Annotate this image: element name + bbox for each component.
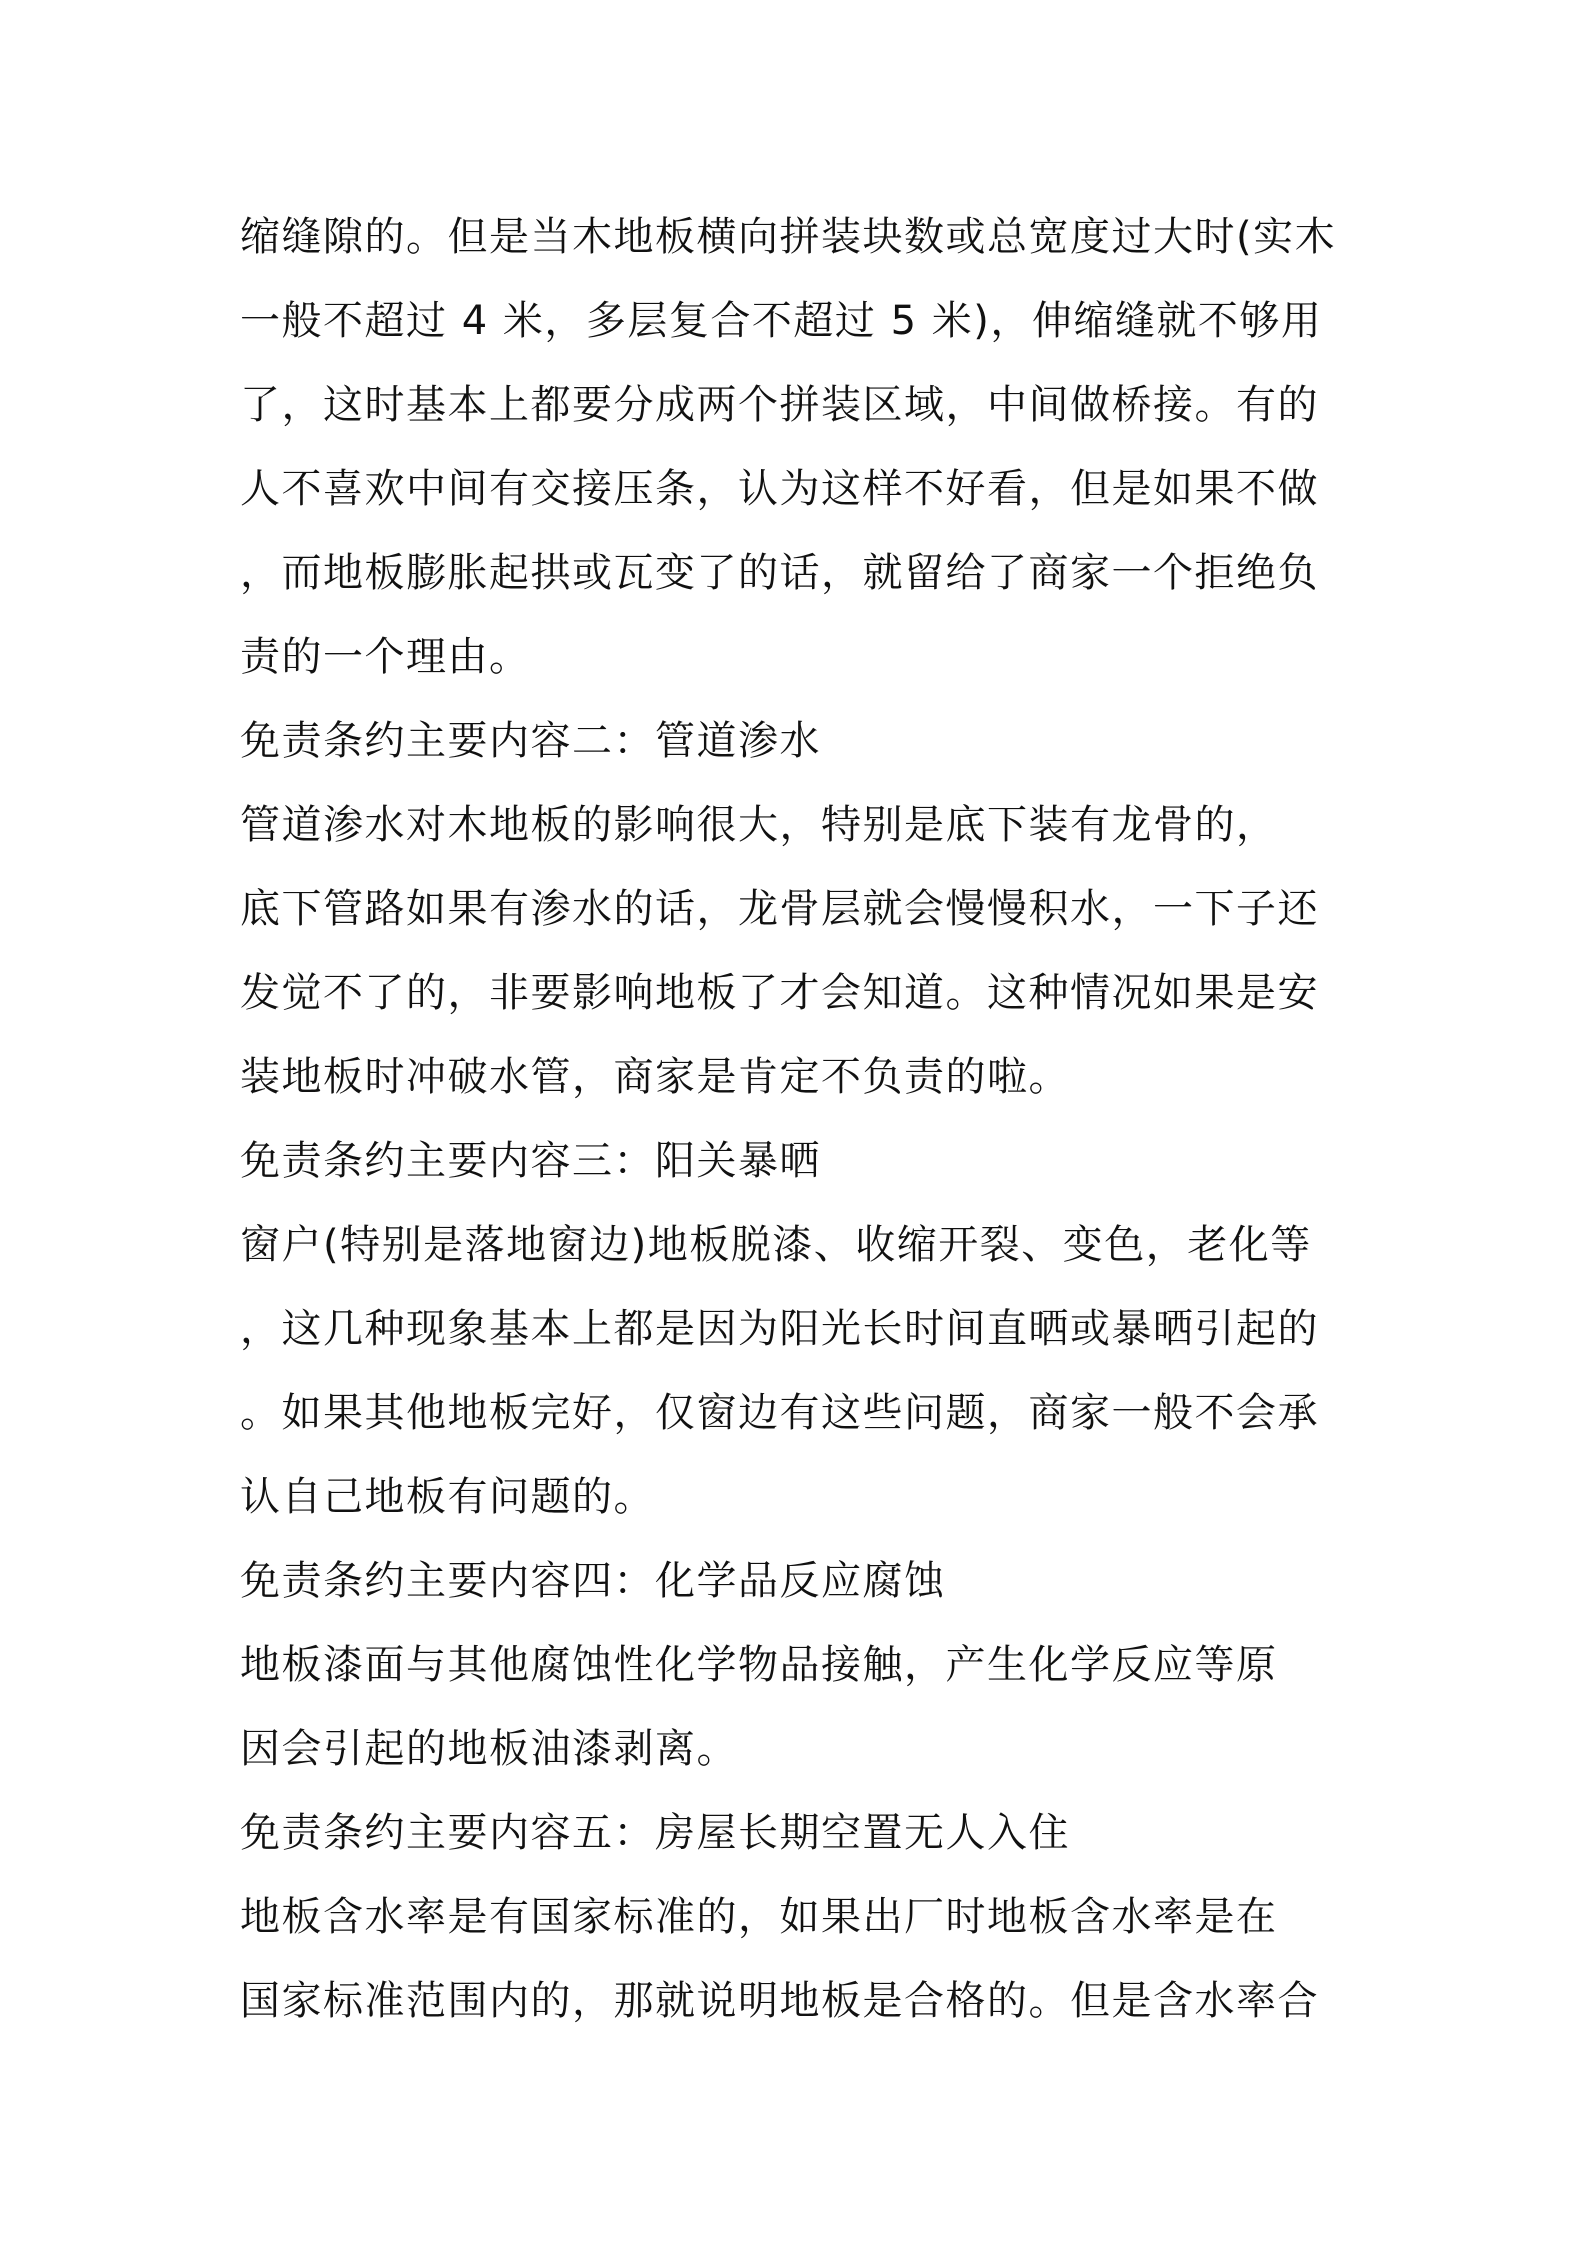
text-line: 地板漆面与其他腐蚀性化学物品接触，产生化学反应等原 <box>240 1642 1278 1688</box>
text-line: 一般不超过 4 米，多层复合不超过 5 米)，伸缩缝就不够用 <box>240 298 1323 344</box>
text-line: ，而地板膨胀起拱或瓦变了的话，就留给了商家一个拒绝负 <box>240 550 1319 596</box>
section-heading: 免责条约主要内容三：阳关暴晒 <box>240 1138 821 1184</box>
section-heading: 免责条约主要内容四：化学品反应腐蚀 <box>240 1558 946 1604</box>
text-line: 发觉不了的，非要影响地板了才会知道。这种情况如果是安 <box>240 970 1319 1016</box>
text-line: 管道渗水对木地板的影响很大，特别是底下装有龙骨的， <box>240 802 1278 848</box>
section-heading: 免责条约主要内容二：管道渗水 <box>240 718 821 764</box>
text-line: 认自己地板有问题的。 <box>240 1474 655 1520</box>
text-line: 了，这时基本上都要分成两个拼装区域，中间做桥接。有的 <box>240 382 1319 428</box>
text-line: 因会引起的地板油漆剥离。 <box>240 1726 738 1772</box>
text-line: 装地板时冲破水管，商家是肯定不负责的啦。 <box>240 1054 1070 1100</box>
text-line: 地板含水率是有国家标准的，如果出厂时地板含水率是在 <box>240 1894 1278 1940</box>
text-line: 缩缝隙的。但是当木地板横向拼装块数或总宽度过大时(实木 <box>240 214 1337 260</box>
text-line: 人不喜欢中间有交接压条，认为这样不好看，但是如果不做 <box>240 466 1319 512</box>
text-line: 底下管路如果有渗水的话，龙骨层就会慢慢积水，一下子还 <box>240 886 1319 932</box>
text-line: 窗户(特别是落地窗边)地板脱漆、收缩开裂、变色，老化等 <box>240 1222 1312 1268</box>
text-line: 国家标准范围内的，那就说明地板是合格的。但是含水率合 <box>240 1978 1319 2024</box>
section-heading: 免责条约主要内容五：房屋长期空置无人入住 <box>240 1810 1070 1856</box>
body-text <box>240 195 1360 2043</box>
text-line: 。如果其他地板完好，仅窗边有这些问题，商家一般不会承 <box>240 1390 1319 1436</box>
text-line: ，这几种现象基本上都是因为阳光长时间直晒或暴晒引起的 <box>240 1306 1319 1352</box>
text-line: 责的一个理由。 <box>240 634 531 680</box>
